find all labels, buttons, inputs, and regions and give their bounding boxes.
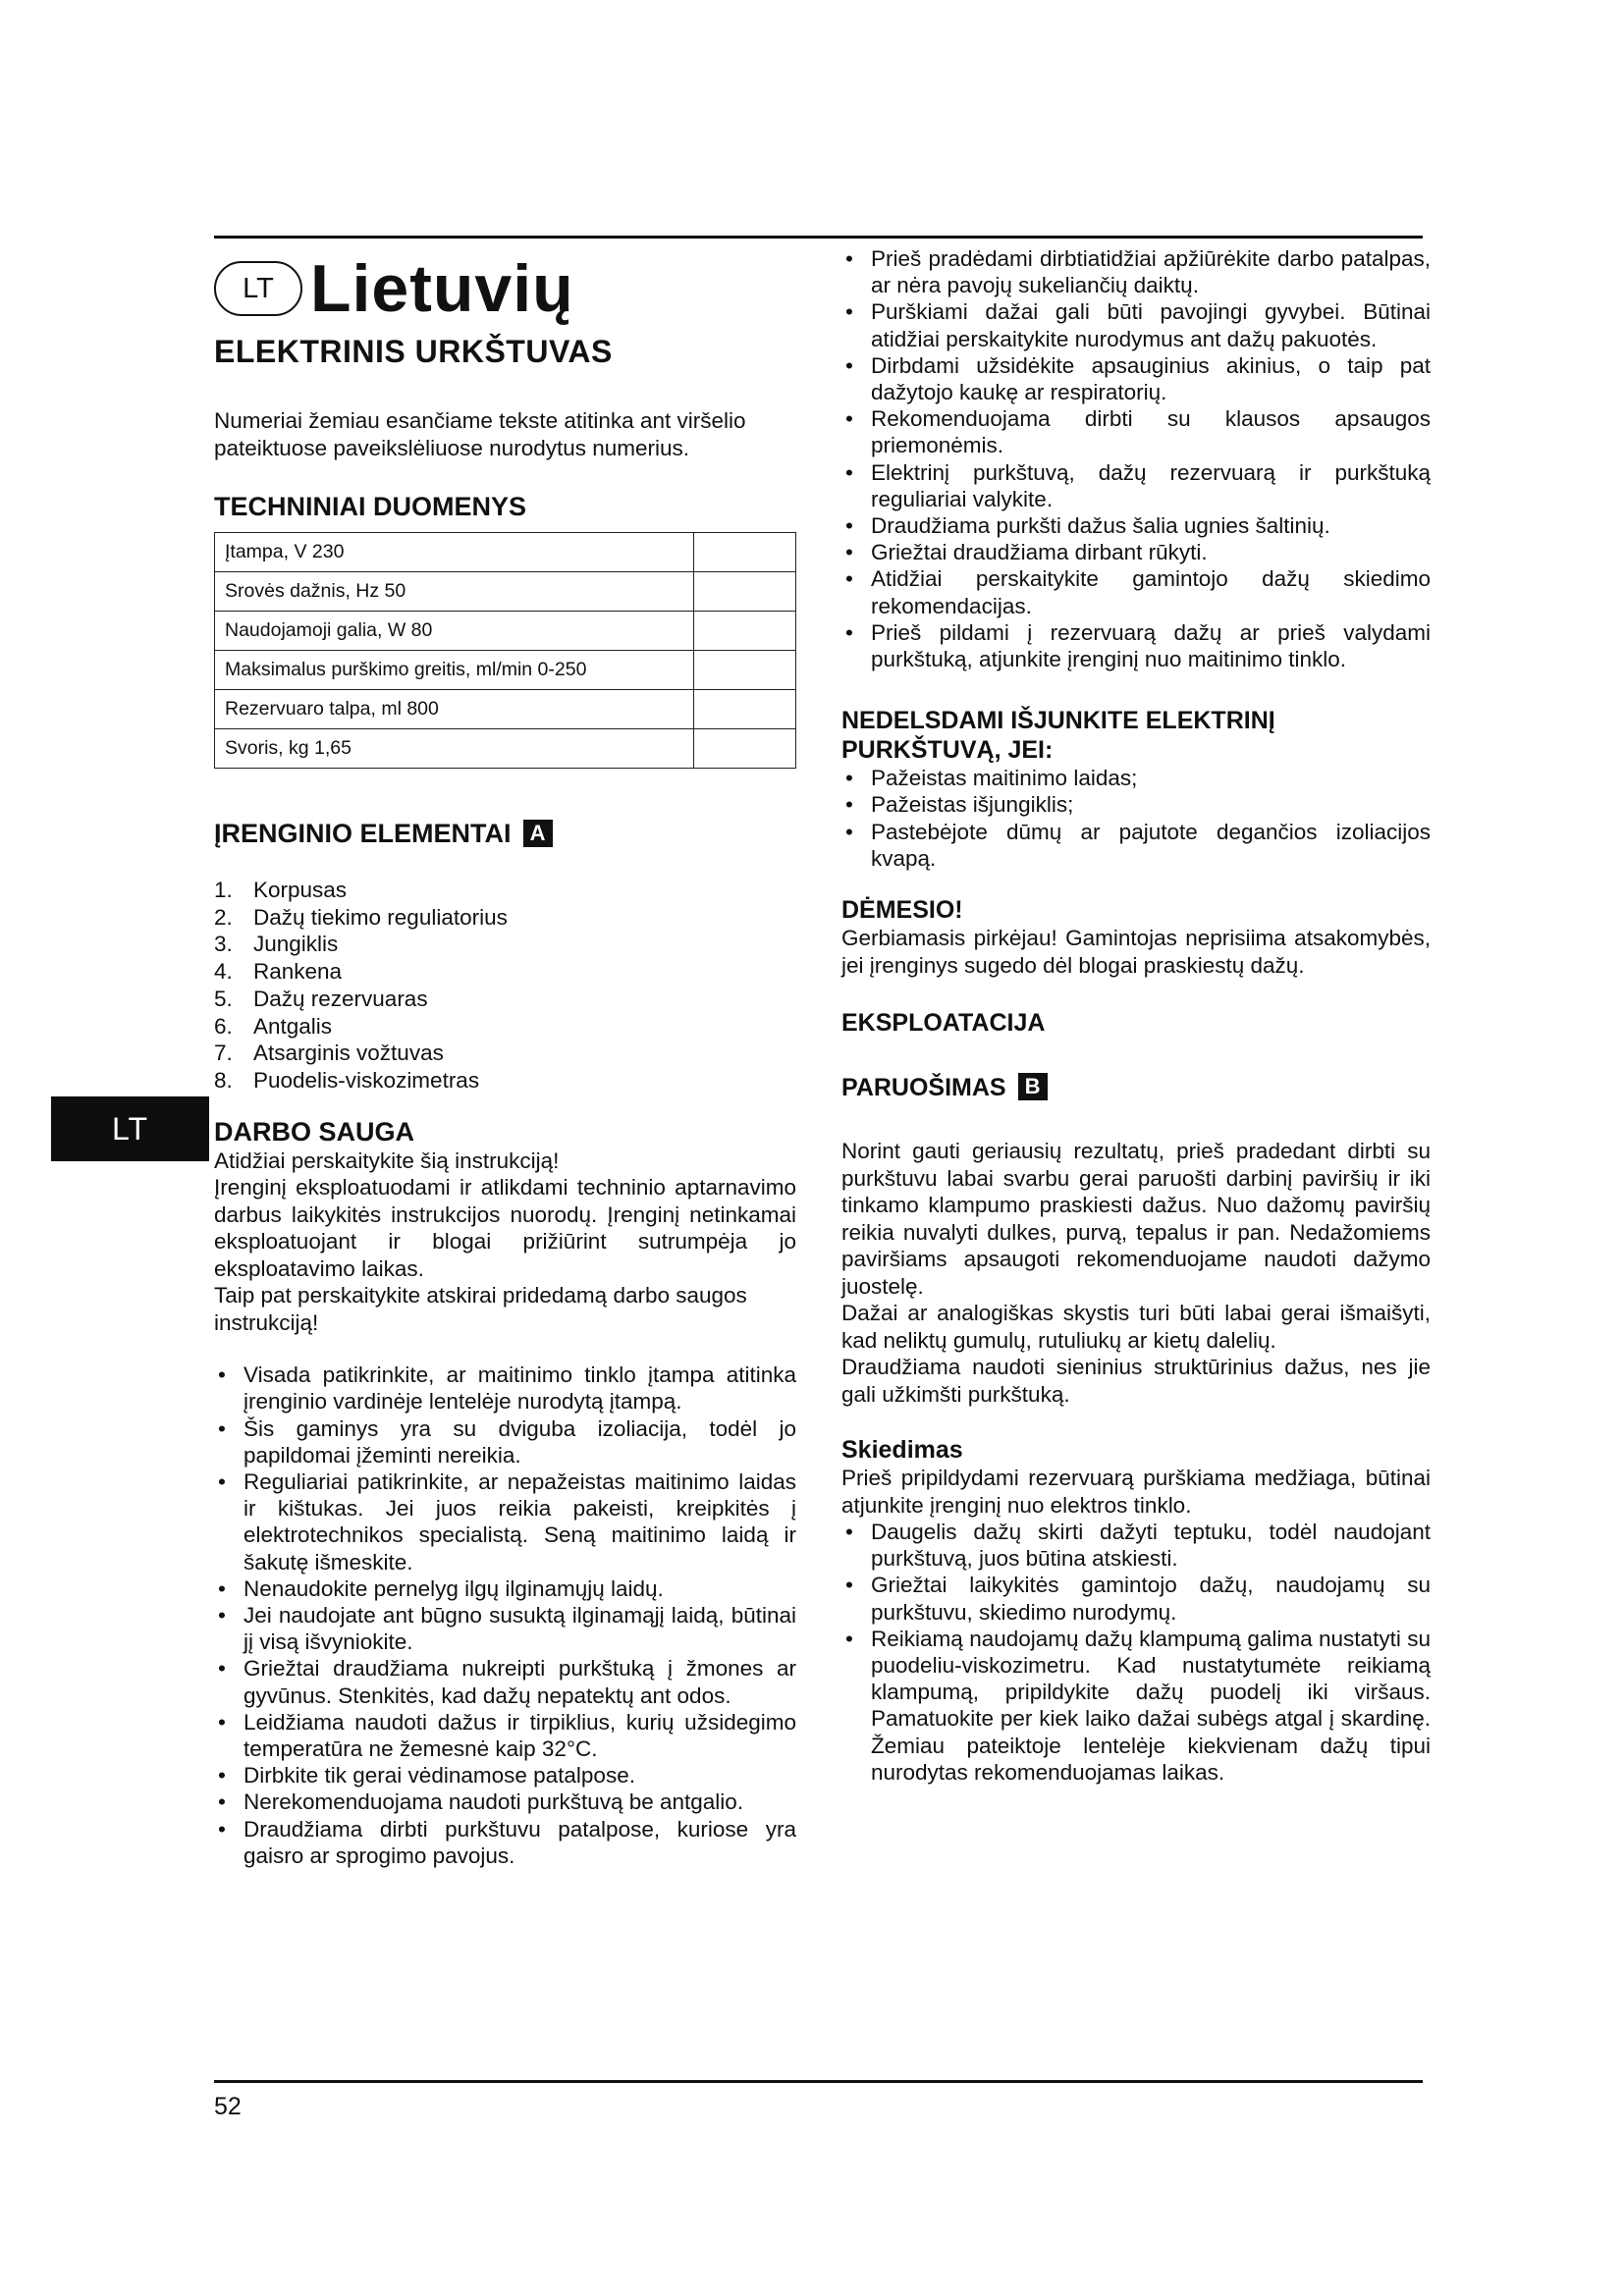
table-row — [215, 572, 796, 612]
list-item: • Griežtai draudžiama nukreipti purkštuką į žmones ar gyvūnus. Stenkitės, kad dažų nepatektų ant odos. — [214, 1655, 796, 1708]
list-item: • Daugelis dažų skirti dažyti teptuku, todėl naudojant purkštuvą, juos būtina atskiesti. — [841, 1519, 1431, 1572]
operation-heading: EKSPLOATACIJA — [841, 1009, 1046, 1038]
preparation-heading-text: PARUOŠIMAS — [841, 1074, 1006, 1102]
elements-heading — [214, 818, 796, 849]
left-column — [214, 245, 796, 1869]
spec-value-cell — [694, 533, 796, 572]
item-label: Dažų rezervuaras — [253, 986, 428, 1011]
item-number: 6. — [214, 1013, 233, 1039]
list-item: • Reguliariai patikrinkite, ar nepažeistas maitinimo laidas ir kištukas. Jei juos reikia pakeisti, kreipkitės į elektrotechnikos specialistą. Seną maitinimo laidą ir šakutę išmeskite. — [214, 1468, 796, 1575]
list-item: • Leidžiama naudoti dažus ir tirpiklius, kurių užsidegimo temperatūra ne žemesnė kaip 32°C. — [214, 1709, 796, 1762]
elements-list — [214, 877, 796, 1095]
list-item: • Visada patikrinkite, ar maitinimo tinklo įtampa atitinka įrenginio vardinėje lentelėje nurodytą įtampą. — [214, 1362, 796, 1415]
item-label: Jungiklis — [253, 932, 339, 957]
list-item — [214, 958, 796, 986]
item-number: 8. — [214, 1067, 233, 1093]
spec-cell: Srovės dažnis, Hz 50 — [215, 572, 694, 612]
elements-heading-text: ĮRENGINIO ELEMENTAI — [214, 819, 512, 848]
preparation-paragraph-1: Norint gauti geriausių rezultatų, prieš pradedant dirbti su purkštuvu labai svarbu gerai paruošti darbinį paviršių ir iki tinkamo klampumo praskiesti dažus. Nuo dažomų paviršių reikia nuvalyti dulkes, purvą, tepalus ir pan. Nedažomiems paviršiams apsaugoti rekomenduojame naudoti dažymo juostelę. — [841, 1139, 1431, 1299]
list-item: • Reikiamą naudojamų dažų klampumą galima nustatyti su puodeliu-viskozimetru. Kad nustatytumėte reikiamą klampumą, pripildykite dažų puodelį iki viršaus. Pamatuokite per kiek laiko dažai subėgs atgal į skardinę. Žemiau pateiktoje lentelėje kiekvienam dažų tipui nurodytas rekomenduojamas laikas. — [841, 1626, 1431, 1786]
list-item — [214, 1040, 796, 1067]
safety-paragraph-2: Įrenginį eksploatuodami ir atlikdami techninio aptarnavimo darbus laikykitės instrukcijos nuorodų. Įrenginį netinkamai eksploatuojant ir blogai prižiūrint sutrumpėja jo eksploatavimo laikas. — [214, 1175, 796, 1281]
bottom-rule — [214, 2080, 1423, 2083]
spec-cell: Svoris, kg 1,65 — [215, 729, 694, 769]
list-item — [214, 1013, 796, 1041]
right-bullet-list — [841, 245, 1431, 672]
item-number: 4. — [214, 959, 233, 985]
figure-b-badge: B — [1018, 1073, 1048, 1100]
switch-off-heading-line-2: PURKŠTUVĄ, JEI: — [841, 736, 1054, 765]
list-item: • Rekomenduojama dirbti su klausos apsaugos priemonėmis. — [841, 405, 1431, 458]
figure-a-badge: A — [523, 820, 553, 847]
attention-paragraph: Gerbiamasis pirkėjau! Gamintojas neprisiima atsakomybės, jei įrenginys sugedo dėl blogai praskiestų dažų. — [841, 926, 1431, 978]
list-item: • Nerekomenduojama naudoti purkštuvą be antgalio. — [214, 1789, 796, 1815]
tech-data-table — [214, 532, 796, 769]
list-item: • Purškiami dažai gali būti pavojingi gyvybei. Būtinai atidžiai perskaitykite nurodymus ant dažų pakuotės. — [841, 298, 1431, 351]
document-title: ELEKTRINIS URKŠTUVAS — [214, 334, 613, 369]
item-label: Rankena — [253, 959, 343, 985]
table-row — [215, 651, 796, 690]
item-label: Antgalis — [253, 1013, 333, 1039]
dilution-paragraph: Prieš pripildydami rezervuarą purškiama medžiaga, būtinai atjunkite įrenginį nuo elektros tinklo. — [841, 1466, 1431, 1518]
list-item: • Dirbkite tik gerai vėdinamose patalpose. — [214, 1762, 796, 1789]
item-label: Puodelis-viskozimetras — [253, 1067, 480, 1093]
table-row — [215, 690, 796, 729]
attention-heading: DĖMESIO! — [841, 896, 963, 925]
list-item: • Prieš pildami į rezervuarą dažų ar prieš valydami purkštuką, atjunkite įrenginį nuo maitinimo tinklo. — [841, 619, 1431, 672]
intro-paragraph: Numeriai žemiau esančiame tekste atitinka ant viršelio pateiktuose paveikslėliuose nurodytus numerius. — [214, 408, 746, 460]
list-item: • Elektrinį purkštuvą, dažų rezervuarą ir purkštuką reguliariai valykite. — [841, 459, 1431, 512]
list-item — [214, 1067, 796, 1095]
spec-cell: Naudojamoji galia, W 80 — [215, 612, 694, 651]
table-row — [215, 533, 796, 572]
list-item: • Griežtai draudžiama dirbant rūkyti. — [841, 539, 1431, 565]
list-item — [214, 904, 796, 932]
language-name: Lietuvių — [310, 251, 574, 326]
item-number: 2. — [214, 904, 233, 930]
switch-off-bullet-list — [841, 765, 1431, 872]
list-item — [214, 986, 796, 1013]
spec-cell: Maksimalus purškimo greitis, ml/min 0-250 — [215, 651, 694, 690]
list-item: • Pastebėjote dūmų ar pajutote degančios izoliacijos kvapą. — [841, 819, 1431, 872]
preparation-heading — [841, 1073, 1431, 1102]
list-item: • Pažeistas išjungiklis; — [841, 791, 1431, 818]
item-number: 3. — [214, 932, 233, 957]
language-header — [214, 247, 796, 330]
list-item: • Atidžiai perskaitykite gamintojo dažų skiedimo rekomendacijas. — [841, 565, 1431, 618]
list-item: • Dirbdami užsidėkite apsauginius akinius, o taip pat dažytojo kaukę ar respiratorių. — [841, 352, 1431, 405]
table-row — [215, 612, 796, 651]
dilution-heading: Skiedimas — [841, 1436, 963, 1465]
list-item: • Jei naudojate ant būgno susuktą ilginamąjį laidą, būtinai jį visą išvyniokite. — [214, 1602, 796, 1655]
list-item — [214, 931, 796, 958]
switch-off-heading-line-1: NEDELSDAMI IŠJUNKITE ELEKTRINĮ — [841, 707, 1275, 735]
list-item: • Prieš pradėdami dirbtiatidžiai apžiūrėkite darbo patalpas, ar nėra pavojų sukeliančių daiktų. — [841, 245, 1431, 298]
item-number: 7. — [214, 1041, 233, 1066]
list-item: • Nenaudokite pernelyg ilgų ilginamųjų laidų. — [214, 1575, 796, 1602]
item-number: 1. — [214, 878, 233, 902]
list-item: • Draudžiama dirbti purkštuvu patalpose, kuriose yra gaisro ar sprogimo pavojus. — [214, 1816, 796, 1869]
tech-data-heading: TECHNINIAI DUOMENYS — [214, 492, 527, 521]
language-code-badge: LT — [214, 261, 302, 316]
right-column — [841, 245, 1431, 1786]
item-label: Korpusas — [253, 878, 348, 902]
item-number: 5. — [214, 986, 233, 1011]
spec-value-cell — [694, 729, 796, 769]
safety-paragraph-3: Taip pat perskaitykite atskirai pridedamą darbo saugos instrukciją! — [214, 1283, 747, 1335]
spec-value-cell — [694, 651, 796, 690]
language-side-tab: LT — [51, 1096, 209, 1161]
list-item: • Draudžiama purkšti dažus šalia ugnies šaltinių. — [841, 512, 1431, 539]
top-rule — [214, 236, 1423, 239]
safety-bullet-list — [214, 1362, 796, 1869]
table-row — [215, 729, 796, 769]
safety-paragraph-1: Atidžiai perskaitykite šią instrukciją! — [214, 1148, 560, 1173]
spec-value-cell — [694, 690, 796, 729]
preparation-paragraph-2: Dažai ar analogiškas skystis turi būti labai gerai išmaišyti, kad neliktų gumulų, rutuliukų ar kietų dalelių. — [841, 1301, 1431, 1353]
spec-cell: Įtampa, V 230 — [215, 533, 694, 572]
list-item: • Griežtai laikykitės gamintojo dažų, naudojamų su purkštuvu, skiedimo nurodymų. — [841, 1572, 1431, 1625]
item-label: Atsarginis vožtuvas — [253, 1041, 444, 1066]
list-item: • Pažeistas maitinimo laidas; — [841, 765, 1431, 791]
page-number: 52 — [214, 2093, 242, 2120]
list-item — [214, 877, 796, 904]
list-item: • Šis gaminys yra su dviguba izoliacija, todėl jo papildomai įžeminti nereikia. — [214, 1415, 796, 1468]
dilution-bullet-list — [841, 1519, 1431, 1786]
safety-heading: DARBO SAUGA — [214, 1116, 415, 1147]
switch-off-heading — [841, 706, 1431, 765]
spec-value-cell — [694, 612, 796, 651]
item-label: Dažų tiekimo reguliatorius — [253, 904, 508, 930]
preparation-paragraph-3: Draudžiama naudoti sieninius struktūrinius dažus, nes jie gali užkimšti purkštuką. — [841, 1355, 1431, 1407]
spec-cell: Rezervuaro talpa, ml 800 — [215, 690, 694, 729]
spec-value-cell — [694, 572, 796, 612]
